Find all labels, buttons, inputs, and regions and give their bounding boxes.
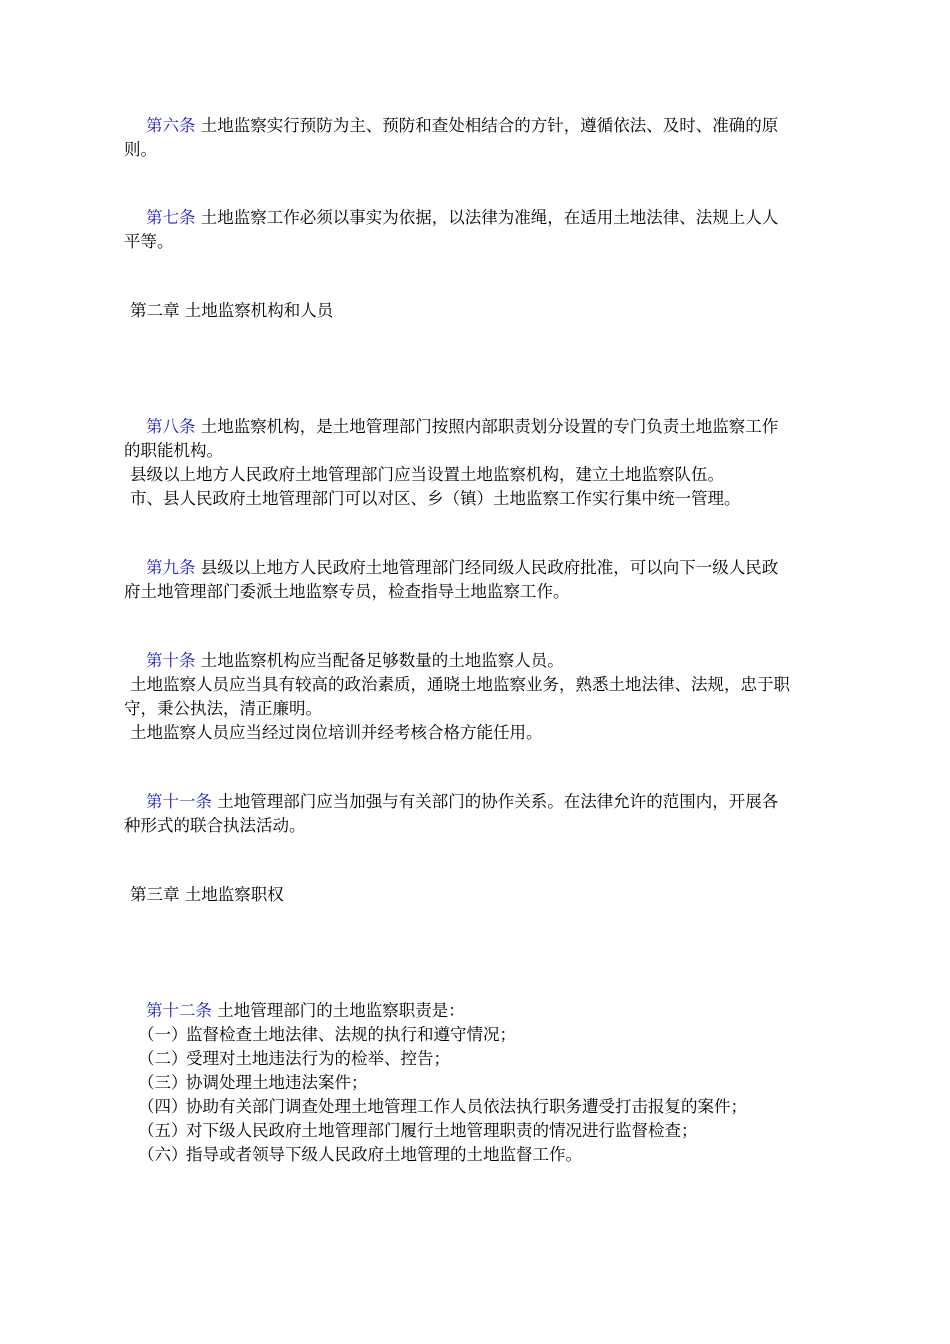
- article-text: 县级以上地方人民政府土地管理部门经同级人民政府批准，可以向下一级人民政: [200, 558, 779, 577]
- article-8-paragraph-3: 市、县人民政府土地管理部门可以对区、乡（镇）土地监察工作实行集中统一管理。: [130, 489, 741, 508]
- article-7-line-1: [124, 206, 836, 230]
- list-item-number: （二）: [138, 1049, 188, 1068]
- article-text: 土地监察工作必须以事实为依据，以法律为准绳，在适用土地法律、法规上人人: [200, 208, 779, 227]
- list-item-text: 协助有关部门调查处理土地管理工作人员依法执行职务遭受打击报复的案件；: [186, 1097, 747, 1116]
- article-8: [124, 415, 836, 511]
- article-12-line-1: [124, 999, 836, 1023]
- article-8-paragraph-2: 县级以上地方人民政府土地管理部门应当设置土地监察机构，建立土地监察队伍。: [130, 465, 724, 484]
- list-item-number: （三）: [138, 1073, 188, 1092]
- article-7: [124, 206, 836, 254]
- list-item-text: 受理对土地违法行为的检举、控告；: [186, 1049, 450, 1068]
- article-label: 第七条: [146, 208, 196, 227]
- list-item: [124, 1119, 836, 1143]
- list-item-number: （四）: [138, 1097, 188, 1116]
- article-10-line-1: [124, 649, 844, 673]
- article-8-line-1: [124, 415, 836, 439]
- list-item: [124, 1047, 836, 1071]
- article-label: 第十条: [146, 651, 196, 670]
- list-item-number: （六）: [138, 1145, 188, 1164]
- list-item: [124, 1071, 836, 1095]
- list-item-text: 监督检查土地法律、法规的执行和遵守情况；: [186, 1025, 516, 1044]
- article-text: 土地监察机构，是土地管理部门按照内部职责划分设置的专门负责土地监察工作: [200, 417, 779, 436]
- article-text: 土地管理部门的土地监察职责是：: [217, 1001, 465, 1020]
- chapter-title: 第三章 土地监察职权: [130, 885, 284, 904]
- article-label: 第十二条: [146, 1001, 212, 1020]
- list-item-text: 协调处理土地违法案件；: [186, 1073, 368, 1092]
- chapter-3-heading: [130, 883, 842, 907]
- article-label: 第十一条: [146, 792, 212, 811]
- article-8-line-2: 的职能机构。: [124, 441, 223, 460]
- article-label: 第八条: [146, 417, 196, 436]
- article-label: 第九条: [146, 558, 196, 577]
- article-9-line-1: [124, 556, 836, 580]
- article-text: 土地监察实行预防为主、预防和查处相结合的方针，遵循依法、及时、准确的原: [200, 116, 779, 135]
- chapter-2-heading: [130, 299, 842, 323]
- article-11-line-2: 种形式的联合执法活动。: [124, 816, 306, 835]
- list-item-text: 指导或者领导下级人民政府土地管理的土地监督工作。: [186, 1145, 582, 1164]
- article-9: [124, 556, 836, 604]
- article-6-line-2: 则。: [124, 140, 157, 159]
- list-item: [124, 1023, 836, 1047]
- article-6: [124, 114, 836, 162]
- article-6-line-1: [124, 114, 836, 138]
- article-9-line-2: 府土地管理部门委派土地监察专员，检查指导土地监察工作。: [124, 582, 570, 601]
- article-10-paragraph-3: 土地监察人员应当经过岗位培训并经考核合格方能任用。: [130, 723, 543, 742]
- article-11: [124, 790, 836, 838]
- article-text: 土地监察机构应当配备足够数量的土地监察人员。: [200, 651, 564, 670]
- article-10-paragraph-2-line-2: 守，秉公执法，清正廉明。: [124, 699, 322, 718]
- article-11-line-1: [124, 790, 836, 814]
- article-text: 土地管理部门应当加强与有关部门的协作关系。在法律允许的范围内，开展各: [217, 792, 779, 811]
- article-label: 第六条: [146, 116, 196, 135]
- chapter-title: 第二章 土地监察机构和人员: [130, 301, 334, 320]
- list-item: [124, 1143, 836, 1167]
- list-item: [124, 1095, 836, 1119]
- article-12: [124, 999, 836, 1167]
- article-10: [124, 649, 844, 745]
- list-item-number: （五）: [138, 1121, 188, 1140]
- list-item-number: （一）: [138, 1025, 188, 1044]
- list-item-text: 对下级人民政府土地管理部门履行土地管理职责的情况进行监督检查；: [186, 1121, 698, 1140]
- article-10-paragraph-2-line-1: 土地监察人员应当具有较高的政治素质，通晓土地监察业务，熟悉土地法律、法规，忠于职: [130, 675, 790, 694]
- article-7-line-2: 平等。: [124, 232, 174, 251]
